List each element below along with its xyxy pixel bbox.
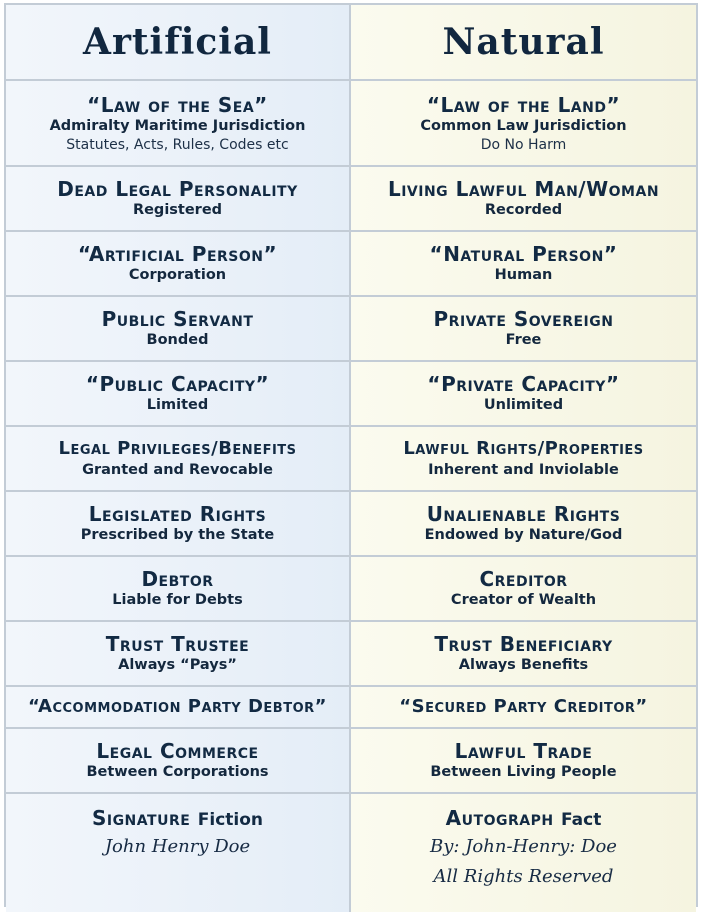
cell-legal-commerce	[6, 729, 351, 794]
row-subtitle: Creator of Wealth	[450, 592, 597, 608]
row-title: Trust Trustee	[105, 632, 250, 656]
row-title: Debtor	[141, 567, 214, 591]
cell-lawful-rights	[351, 427, 696, 492]
cell-trust-trustee	[6, 622, 351, 687]
column-heading-artificial: Artificial	[83, 21, 272, 63]
row-title: “Artificial Person”	[77, 242, 278, 266]
cell-law-of-the-sea	[6, 81, 351, 167]
row-subtitle: Limited	[146, 397, 209, 413]
row-subtitle: Recorded	[484, 202, 563, 218]
cell-debtor	[6, 557, 351, 622]
cell-public-servant	[6, 297, 351, 362]
header-artificial	[6, 5, 351, 81]
autograph-name: By: John-Henry: Doe	[430, 836, 617, 857]
cell-secured-party-creditor	[351, 687, 696, 729]
cell-legal-privileges	[6, 427, 351, 492]
row-title: “Private Capacity”	[427, 372, 620, 396]
row-subtitle: Always Benefits	[458, 657, 589, 673]
row-title: “Accommodation Party Debtor”	[28, 696, 327, 717]
row-title: “Law of the Land”	[426, 92, 621, 117]
row-title: Legislated Rights	[88, 502, 267, 526]
cell-dead-legal-personality	[6, 167, 351, 232]
row-title: “Law of the Sea”	[87, 92, 268, 117]
row-subtitle: Admiralty Maritime Jurisdiction	[49, 117, 306, 134]
column-heading-natural: Natural	[442, 21, 605, 63]
row-title	[446, 806, 602, 832]
row-title: Lawful Trade	[454, 739, 593, 763]
row-subtitle: Between Corporations	[86, 764, 269, 780]
row-title: Living Lawful Man/Woman	[387, 177, 660, 201]
cell-living-lawful-man-woman	[351, 167, 696, 232]
cell-artificial-person	[6, 232, 351, 297]
row-subtitle: Bonded	[146, 332, 209, 348]
row-title: Public Servant	[101, 307, 254, 331]
cell-autograph	[351, 794, 696, 912]
row-title: Unalienable Rights	[426, 502, 621, 526]
row-title: “Public Capacity”	[85, 372, 270, 396]
row-subtitle: Corporation	[128, 267, 227, 283]
autograph-suffix: Fact	[561, 810, 602, 830]
autograph-label: Autograph	[445, 806, 554, 830]
cell-accommodation-party-debtor	[6, 687, 351, 729]
cell-natural-person	[351, 232, 696, 297]
row-title: “Natural Person”	[429, 242, 618, 266]
row-detail: Do No Harm	[480, 136, 567, 153]
row-subtitle: Always “Pays”	[118, 657, 237, 673]
row-subtitle: Common Law Jurisdiction	[420, 117, 627, 134]
signature-label: Signature	[91, 806, 191, 830]
cell-legislated-rights	[6, 492, 351, 557]
row-subtitle: Human	[494, 267, 553, 283]
cell-trust-beneficiary	[351, 622, 696, 687]
row-title: Private Sovereign	[433, 307, 614, 331]
row-title: Trust Beneficiary	[434, 632, 613, 656]
cell-lawful-trade	[351, 729, 696, 794]
header-natural	[351, 5, 696, 81]
comparison-table	[4, 3, 698, 907]
row-detail: Statutes, Acts, Rules, Codes etc	[66, 136, 289, 153]
row-subtitle: Unlimited	[483, 397, 564, 413]
signature-suffix: Fiction	[197, 810, 264, 830]
row-title: Lawful Rights/Properties	[403, 438, 644, 459]
row-subtitle: Endowed by Nature/God	[424, 527, 623, 543]
row-title: Creditor	[479, 567, 568, 591]
row-subtitle: Between Living People	[430, 764, 617, 780]
cell-public-capacity	[6, 362, 351, 427]
cell-law-of-the-land	[351, 81, 696, 167]
row-subtitle: Inherent and Inviolable	[428, 462, 619, 478]
cell-signature	[6, 794, 351, 912]
row-subtitle: Granted and Revocable	[82, 462, 273, 478]
row-subtitle: Free	[505, 332, 542, 348]
signature-name: John Henry Doe	[104, 836, 251, 857]
cell-unalienable-rights	[351, 492, 696, 557]
row-title: Legal Commerce	[96, 739, 259, 763]
row-title: “Secured Party Creditor”	[399, 696, 648, 717]
row-title: Legal Privileges/Benefits	[58, 438, 297, 459]
row-subtitle: Registered	[132, 202, 223, 218]
row-subtitle: Prescribed by the State	[80, 527, 275, 543]
row-title	[92, 806, 263, 832]
autograph-rights: All Rights Reserved	[433, 866, 614, 887]
cell-private-capacity	[351, 362, 696, 427]
cell-private-sovereign	[351, 297, 696, 362]
row-title: Dead Legal Personality	[57, 177, 298, 201]
cell-creditor	[351, 557, 696, 622]
row-subtitle: Liable for Debts	[112, 592, 243, 608]
